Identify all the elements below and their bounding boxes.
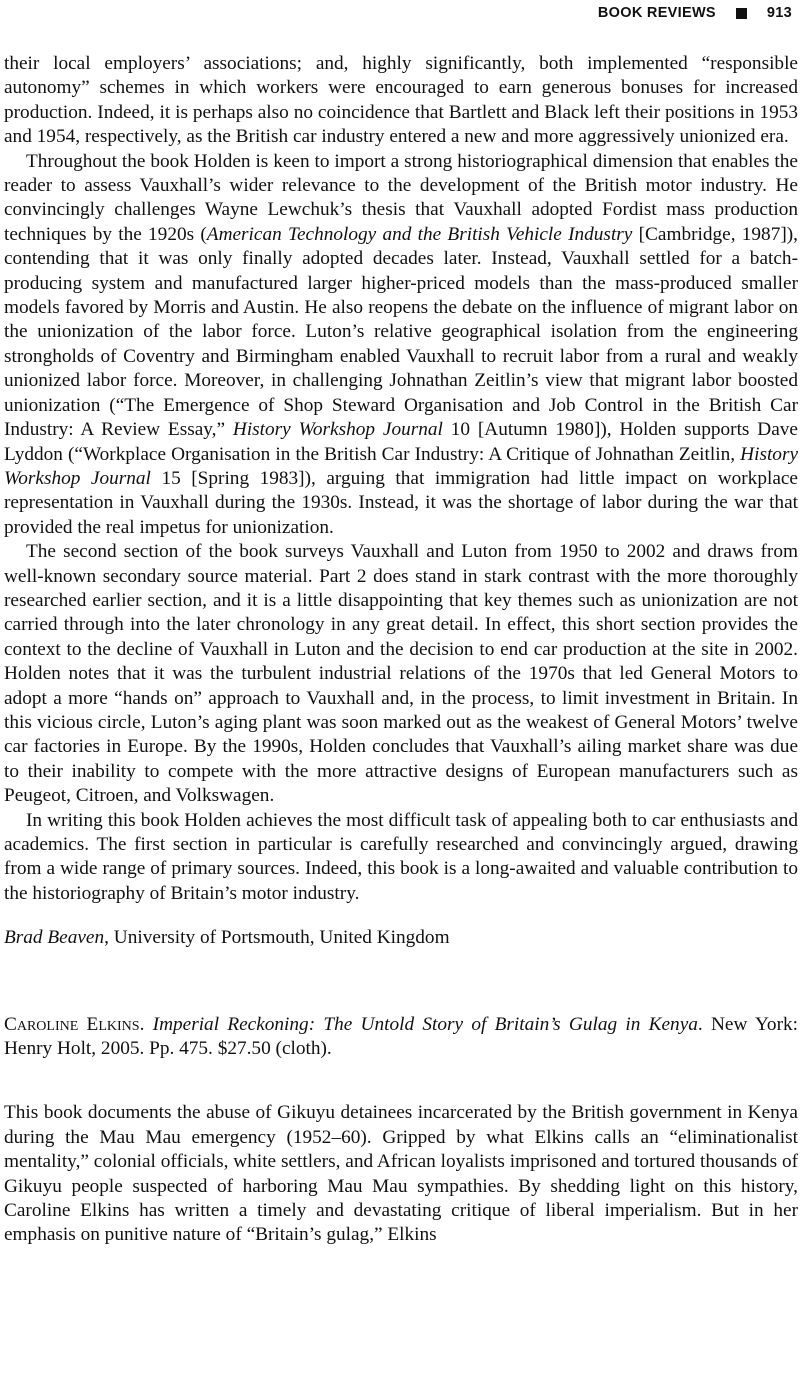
reviewer-signature [4,926,798,950]
italic-journal-title: History Workshop Journal [4,443,798,489]
italic-journal-title: History Workshop Journal [232,419,443,441]
review1-paragraph-2 [4,150,798,541]
review2-book-citation [4,1013,798,1062]
review1-paragraph-4: In writing this book Holden achieves the most difficult task of appealing both to car enthusiasts and academics. The first section in particular is carefully researched and convincingly argued, drawing from a wide range of primary sources. Indeed, this book is a long-awaited and valuable contribution to the historiography of Britain’s motor industry. [4,809,798,904]
section-title: BOOK REVIEWS [597,5,716,21]
text-run: 15 [Spring 1983]), arguing that immigration had little impact on workplace representation in Vauxhall during the 1930s. Instead, it was the shortage of labor during the war that provided the real impetus for unionization. [4,467,798,538]
page-body [4,52,798,1248]
publication-details: . New York: Henry Holt, 2005. Pp. 475. $27.50 (cloth). [4,1013,798,1060]
book-author: Caroline Elkins [4,1013,140,1035]
running-header [598,0,792,26]
text-run: 10 [Autumn 1980]), Holden supports Dave Lyddon (“Workplace Organisation in the British Car Industry: A Critique of Johnathan Zeitlin, [4,419,798,465]
reviewer-affiliation: , University of Portsmouth, United Kingdom [104,927,450,949]
review1-paragraph-1: their local employers’ associations; and, highly significantly, both implemented “responsible autonomy” schemes in which workers were encouraged to earn generous bonuses for increased production. Indeed, it is perhaps also no coincidence that Bartlett and Black left their positions in 1953 and 1954, respectively, as the British car industry entered a new and more aggressively unionized era. [4,53,798,148]
reviewer-name: Brad Beaven [4,927,105,949]
review2-paragraph-1: This book documents the abuse of Gikuyu detainees incarcerated by the British government in Kenya during the Mau Mau emergency (1952–60). Gripped by what Elkins calls an “eliminationalist mentality,” colonial officials, white settlers, and African loyalists imprisoned and tortured thousands of Gikuyu people suspected of harboring Mau Mau sympathies. By shedding light on this history, Caroline Elkins has written a timely and devastating critique of liberal imperialism. But in her emphasis on punitive nature of “Britain’s gulag,” Elkins [4,1102,798,1246]
text-run: Throughout the book Holden is keen to import a strong historiographical dimension that enables the reader to assess Vauxhall’s wider relevance to the development of the British motor industry. He convincingly challenges Wayne Lewchuk’s thesis that Vauxhall adopted Fordist mass production techniques by the 1920s ( [4,150,798,245]
book-title: Imperial Reckoning: The Untold Story of Britain’s Gulag in Kenya [152,1013,698,1035]
page-number: 913 [766,5,792,21]
italic-book-title: American Technology and the British Vehicle Industry [206,223,633,245]
separator-square-icon [736,8,747,19]
review1-paragraph-3: The second section of the book surveys Vauxhall and Luton from 1950 to 2002 and draws from well-known secondary source material. Part 2 does stand in stark contrast with the more thoroughly researched earlier section, and it is a little disappointing that key themes such as unionization are not carried through into the later chronology in any great detail. In effect, this short section provides the context to the decline of Vauxhall in Luton and the decision to end car production at the site in 2002. Holden notes that it was the turbulent industrial relations of the 1970s that led General Motors to adopt a more “hands on” approach to Vauxhall and, in the process, to limit investment in Britain. In this vicious circle, Luton’s aging plant was soon marked out as the weakest of General Motors’ twelve car factories in Europe. By the 1990s, Holden concludes that Vauxhall’s ailing market share was due to their inability to compete with the more attractive designs of European manufacturers such as Peugeot, Citroen, and Volkswagen. [4,541,798,807]
text-run: [Cambridge, 1987]), contending that it was only finally adopted decades later. Instead, Vauxhall settled for a batch-producing system and manufactured larger higher-priced models than the mass-produced smaller models favored by Morris and Austin. He also reopens the debate on the influence of migrant labor on the unionization of the labor force. Luton’s relative geographical isolation from the engineering strongholds of Coventry and Birmingham enabled Vauxhall to recruit labor from a rural and weakly unionized labor force. Moreover, in challenging Johnathan Zeitlin’s view that migrant labor boosted unionization (“The Emergence of Shop Steward Organisation and Job Control in the British Car Industry: A Review Essay,” [4,223,799,441]
citation-period: . [139,1013,153,1035]
